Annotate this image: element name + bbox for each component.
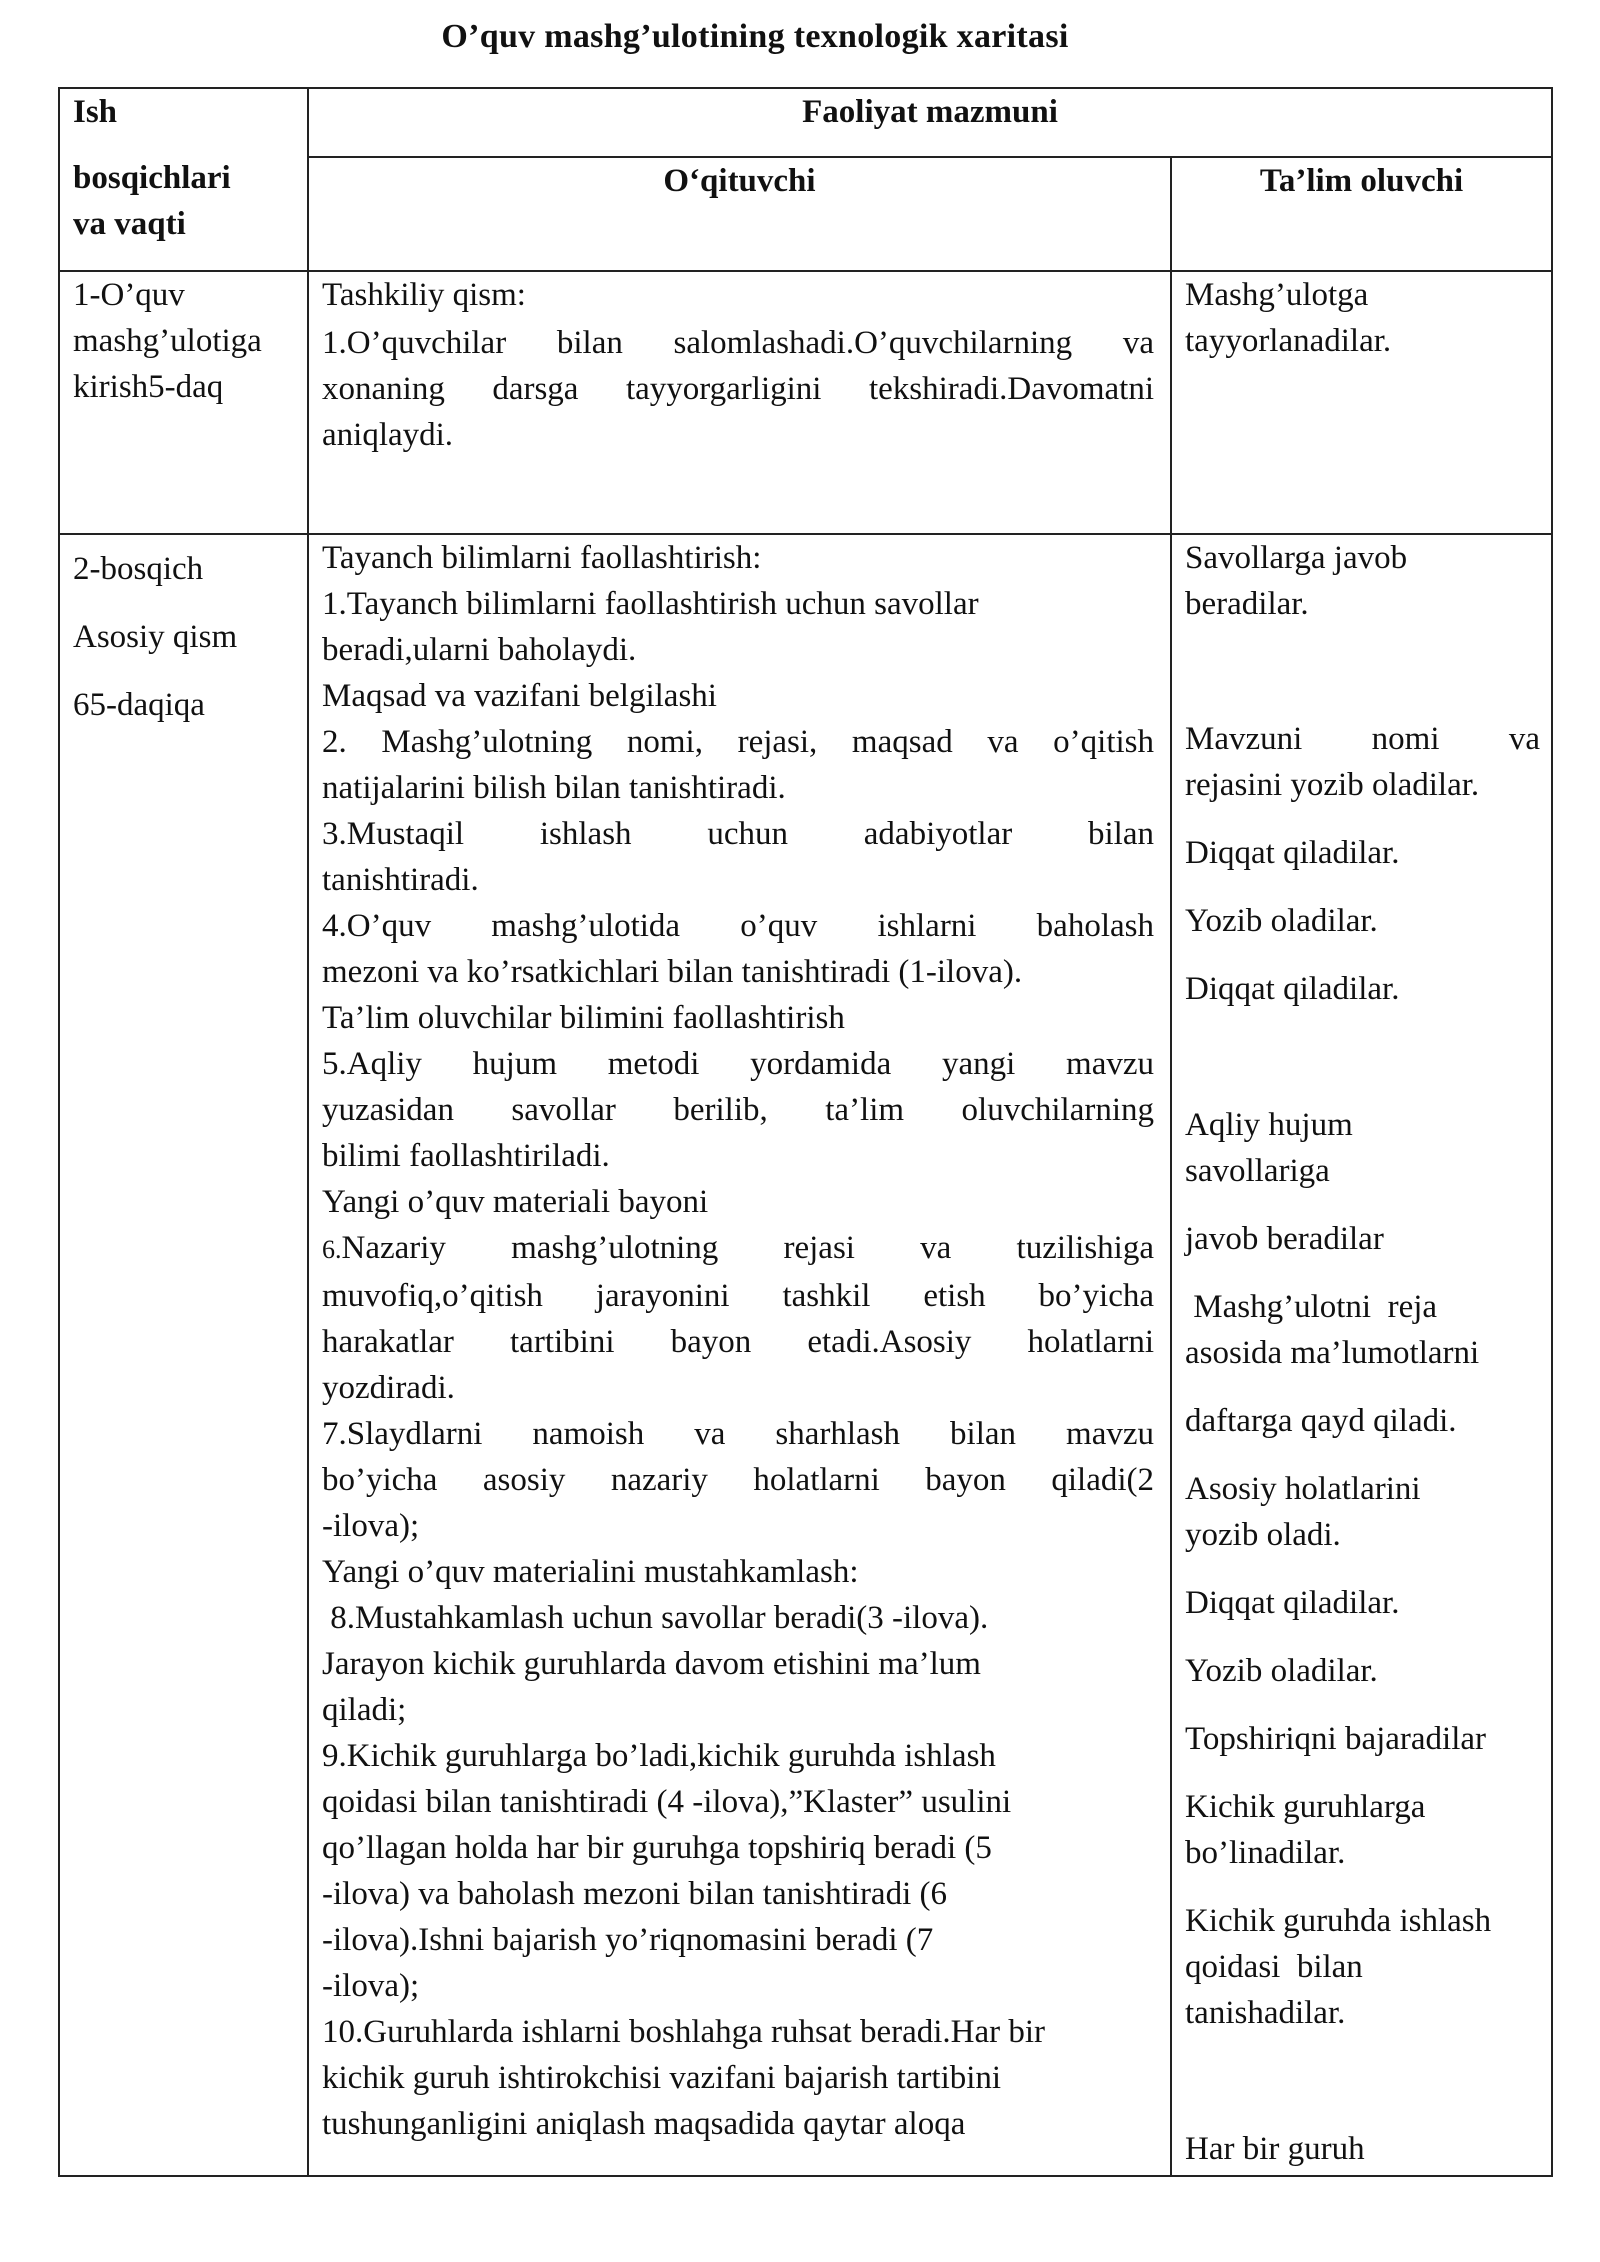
teacher-line: qiladi; xyxy=(322,1692,407,1728)
teacher-line: 5.Aqliy hujum metodi yordamida yangi mavzu xyxy=(322,1046,1154,1082)
teacher-line: muvofiq,o’qitish jarayonini tashkil etish bo’yicha xyxy=(322,1278,1154,1314)
header-stage-cell xyxy=(73,89,303,247)
teacher-line: Yangi o’quv materiali bayoni xyxy=(322,1184,709,1220)
learner-line: Savollarga javob xyxy=(1185,540,1408,576)
table-border-right xyxy=(1551,87,1553,2177)
row2-teacher xyxy=(322,535,1154,2147)
header-teacher: Oʻqituvchi xyxy=(663,163,816,199)
teacher-line: 1.O’quvchilar bilan salomlashadi.O’quvchilarning va xyxy=(322,325,1154,361)
teacher-line: Yangi o’quv materialini mustahkamlash: xyxy=(322,1554,859,1590)
teacher-line xyxy=(322,1225,1154,1273)
teacher-line: mezoni va ko’rsatkichlari bilan tanishtiradi (1-ilova). xyxy=(322,954,1023,990)
stage-line: 1-O’quv xyxy=(73,277,185,313)
learner-line: Diqqat qiladilar. xyxy=(1185,971,1400,1007)
learner-line: bo’linadilar. xyxy=(1185,1835,1346,1871)
stage-line: kirish5-daq xyxy=(73,369,224,405)
header-activity: Faoliyat mazmuni xyxy=(802,94,1058,130)
teacher-line: yuzasidan savollar berilib, ta’lim oluvchilarning xyxy=(322,1092,1154,1128)
table-border-bottom xyxy=(58,2175,1553,2177)
teacher-line: beradi,ularni baholaydi. xyxy=(322,632,637,668)
learner-line: beradilar. xyxy=(1185,586,1309,622)
teacher-line: 4.O’quv mashg’ulotida o’quv ishlarni baholash xyxy=(322,908,1154,944)
learner-line: Mavzuni nomi va xyxy=(1185,721,1540,757)
teacher-line: tanishtiradi. xyxy=(322,862,479,898)
item-number: 6. xyxy=(322,1235,342,1264)
learner-line: Asosiy holatlarini xyxy=(1185,1471,1421,1507)
teacher-line: -ilova); xyxy=(322,1968,420,2004)
header-stage-line: va vaqti xyxy=(73,206,186,242)
teacher-line: bilimi faollashtiriladi. xyxy=(322,1138,610,1174)
teacher-line: Tashkiliy qism: xyxy=(322,277,526,313)
row1-stage xyxy=(73,272,303,410)
teacher-line: 2. Mashg’ulotning nomi, rejasi, maqsad va o’qitish xyxy=(322,724,1154,760)
teacher-line: qoidasi bilan tanishtiradi (4 -ilova),”Klaster” usulini xyxy=(322,1784,1012,1820)
teacher-line: -ilova) va baholash mezoni bilan tanishtiradi (6 xyxy=(322,1876,947,1912)
learner-line: Har bir guruh xyxy=(1185,2131,1365,2167)
header-learner: Ta’lim oluvchi xyxy=(1259,163,1464,199)
header-stage-line: Ish xyxy=(73,94,118,130)
learner-line: Diqqat qiladilar. xyxy=(1185,1585,1400,1621)
learner-line: rejasini yozib oladilar. xyxy=(1185,767,1480,803)
teacher-line: harakatlar tartibini bayon etadi.Asosiy holatlarni xyxy=(322,1324,1154,1360)
teacher-line: qo’llagan holda har bir guruhga topshiriq beradi (5 xyxy=(322,1830,992,1866)
learner-line: asosida ma’lumotlarni xyxy=(1185,1335,1480,1371)
teacher-line: 1.Tayanch bilimlarni faollashtirish uchun savollar xyxy=(322,586,979,622)
teacher-line: Ta’lim oluvchilar bilimini faollashtirish xyxy=(322,1000,845,1036)
teacher-line: 3.Mustaqil ishlash uchun adabiyotlar bilan xyxy=(322,816,1154,852)
page-title: O’quv mashg’ulotining texnologik xaritasi xyxy=(441,18,1069,55)
learner-line: tayyorlanadilar. xyxy=(1185,323,1392,359)
teacher-line: xonaning darsga tayyorgarligini tekshiradi.Davomatni xyxy=(322,371,1154,407)
stage-line: 65-daqiqa xyxy=(73,687,205,723)
teacher-line: 8.Mustahkamlash uchun savollar beradi(3 -ilova). xyxy=(322,1600,989,1636)
teacher-line: Jarayon kichik guruhlarda davom etishini ma’lum xyxy=(322,1646,981,1682)
learner-line: daftarga qayd qiladi. xyxy=(1185,1403,1457,1439)
learner-line: Mashg’ulotga xyxy=(1185,277,1369,313)
learner-line: Topshiriqni bajaradilar xyxy=(1185,1721,1487,1757)
teacher-line: -ilova).Ishni bajarish yo’riqnomasini beradi (7 xyxy=(322,1922,934,1958)
teacher-line: Tayanch bilimlarni faollashtirish: xyxy=(322,540,762,576)
learner-line: javob beradilar xyxy=(1185,1221,1384,1257)
teacher-line: 9.Kichik guruhlarga bo’ladi,kichik guruhda ishlash xyxy=(322,1738,996,1774)
learner-line: Kichik guruhda ishlash xyxy=(1185,1903,1492,1939)
stage-line: Asosiy qism xyxy=(73,619,238,655)
teacher-line: kichik guruh ishtirokchisi vazifani bajarish tartibini xyxy=(322,2060,1002,2096)
learner-line: Aqliy hujum xyxy=(1185,1107,1353,1143)
teacher-line-text: Nazariy mashg’ulotning rejasi va tuzilishiga xyxy=(341,1230,1154,1266)
stage-line: mashg’ulotiga xyxy=(73,323,262,359)
column-divider-2 xyxy=(1170,156,1172,2177)
learner-line: qoidasi bilan xyxy=(1185,1949,1363,1985)
teacher-line: aniqlaydi. xyxy=(322,417,454,453)
teacher-line: bo’yicha asosiy nazariy holatlarni bayon qiladi(2 xyxy=(322,1462,1154,1498)
teacher-line: Maqsad va vazifani belgilashi xyxy=(322,678,717,714)
learner-line: Yozib oladilar. xyxy=(1185,903,1378,939)
teacher-line: 7.Slaydlarni namoish va sharhlash bilan mavzu xyxy=(322,1416,1154,1452)
stage-line: 2-bosqich xyxy=(73,551,204,587)
row2-stage xyxy=(73,535,303,739)
row1-teacher xyxy=(322,272,1154,458)
row1-learner xyxy=(1185,272,1540,364)
teacher-line: tushunganligini aniqlash maqsadida qaytar aloqa xyxy=(322,2106,966,2142)
teacher-line: yozdiradi. xyxy=(322,1370,455,1406)
learner-line: savollariga xyxy=(1185,1153,1330,1189)
header-stage-line: bosqichlari xyxy=(73,160,231,196)
learner-line: tanishadilar. xyxy=(1185,1995,1346,2031)
learner-line: Diqqat qiladilar. xyxy=(1185,835,1400,871)
teacher-line: -ilova); xyxy=(322,1508,420,1544)
learner-line: Yozib oladilar. xyxy=(1185,1653,1378,1689)
teacher-line: 10.Guruhlarda ishlarni boshlahga ruhsat beradi.Har bir xyxy=(322,2014,1046,2050)
column-divider-1 xyxy=(307,87,309,2177)
teacher-line: natijalarini bilish bilan tanishtiradi. xyxy=(322,770,786,806)
table-border-left xyxy=(58,87,60,2177)
learner-line: Mashg’ulotni reja xyxy=(1185,1289,1438,1325)
learner-line: yozib oladi. xyxy=(1185,1517,1341,1553)
learner-line: Kichik guruhlarga xyxy=(1185,1789,1426,1825)
